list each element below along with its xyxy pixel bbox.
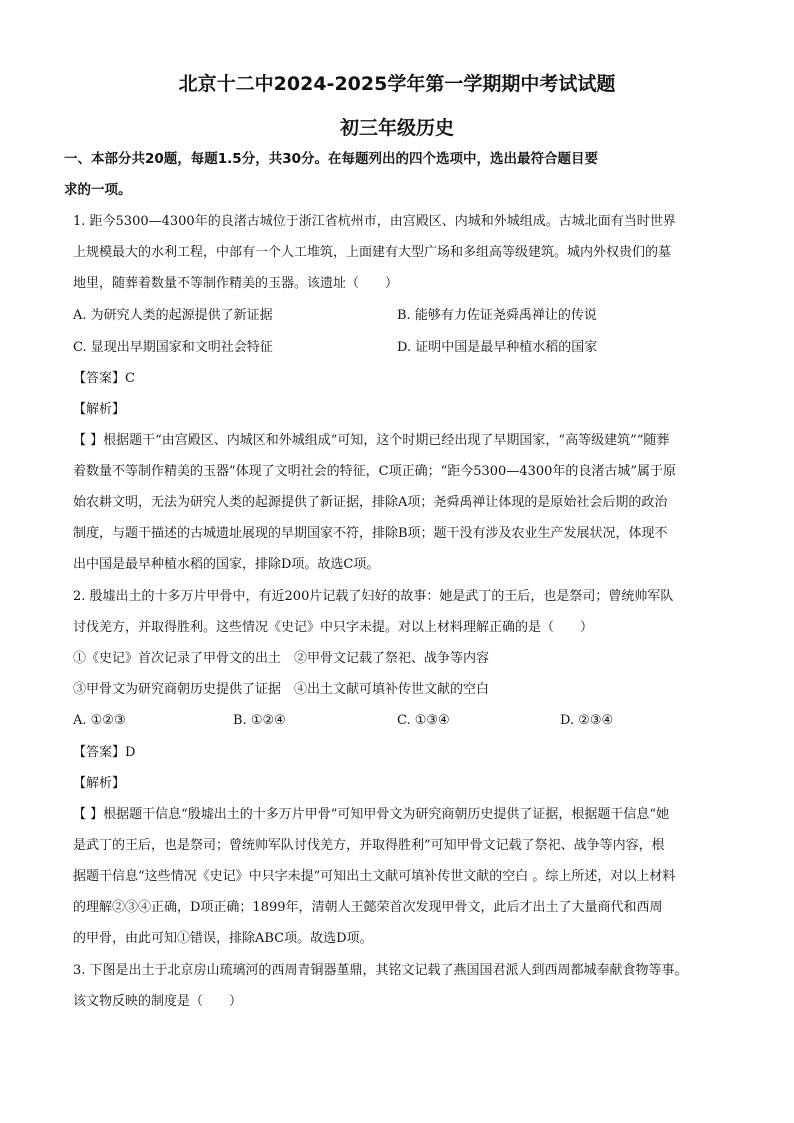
q2-statements-line2: ③甲骨文为研究商朝历史提供了证据 ④出土文献可填补传世文献的空白 [73,682,490,697]
q3-stem-line1: 3. 下图是出土于北京房山琉璃河的西周青铜器堇鼎，其铭文记载了燕国国君派人到西周都城奉献食物等事。 [73,963,688,978]
q2-option-d: D. ②③④ [560,713,614,728]
q1-analysis-line2: 着数量不等制作精美的玉器”体现了文明社会的特征，C项正确；“距今5300—4300年的良渚古城”属于原 [73,464,677,479]
q1-analysis-line4: 制度，与题干描述的古城遗址展现的早期国家不符，排除B项；题干没有涉及农业生产发展状况，体现不 [73,526,668,541]
q1-stem-line3: 地里，随葬着数量不等制作精美的玉器。该遗址（ ） [73,276,399,291]
q1-stem-line2: 上规模最大的水利工程，中部有一个人工堆筑，上面建有大型广场和多组高等级建筑。城内外权贵们的墓 [73,245,672,260]
q2-answer: 【答案】D [73,745,136,760]
q2-analysis-line3: 据题干信息“这些情况《史记》中只字未提”可知出土文献可填补传世文献的空白 。综上所述，对以上材料 [73,869,676,884]
q1-stem-line1: 1. 距今5300—4300年的良渚古城位于浙江省杭州市，由宫殿区、内城和外城组成。古城北面有当时世界 [73,214,676,229]
q1-answer: 【答案】C [73,371,135,386]
q2-option-c: C. ①③④ [397,713,450,728]
q2-analysis-line2: 是武丁的王后，也是祭司；曾统帅军队讨伐羌方，并取得胜利”可知甲骨文记载了祭祀、战争等内容，根 [73,838,665,853]
q2-stem-line1: 2. 殷墟出土的十多万片甲骨中，有近200片记载了妇好的故事：她是武丁的王后，也是祭司；曾统帅军队 [73,589,674,604]
q1-option-c: C. 显现出早期国家和文明社会特征 [73,340,273,355]
section-heading-line2: 求的一项。 [64,182,132,198]
q2-option-a: A. ①②③ [73,713,126,728]
q2-analysis-line1: 【 】根据题干信息“殷墟出土的十多万片甲骨”可知甲骨文为研究商朝历史提供了证据，根据题干信息“她 [73,807,670,822]
exam-title: 北京十二中2024-2025学年第一学期期中考试试题 [178,73,616,95]
q1-option-b: B. 能够有力佐证尧舜禹禅让的传说 [397,308,597,323]
q2-analysis-line5: 的甲骨，由此可知①错误，排除ABC项。故选D项。 [73,931,373,946]
exam-subtitle: 初三年级历史 [339,117,454,139]
q1-analysis-line3: 始农耕文明，无法为研究人类的起源提供了新证据，排除A项；尧舜禹禅让体现的是原始社会后期的政治 [73,495,668,510]
q2-statements-line1: ①《史记》首次记录了甲骨文的出土 ②甲骨文记载了祭祀、战争等内容 [73,651,490,666]
q2-analysis-label: 【解析】 [73,776,126,791]
q1-analysis-label: 【解析】 [73,402,126,417]
section-heading-line1: 一、本部分共20题，每题1.5分，共30分。在每题列出的四个选项中，选出最符合题目要 [64,151,598,167]
q1-analysis-line1: 【 】根据题干“由宫殿区、内城区和外城组成”可知，这个时期已经出现了早期国家，“高等级建筑”“随葬 [73,433,670,448]
q2-option-b: B. ①②④ [233,713,286,728]
q1-option-d: D. 证明中国是最早种植水稻的国家 [397,340,598,355]
q2-stem-line2: 讨伐羌方，并取得胜利。这些情况《史记》中只字未提。对以上材料理解正确的是（ ） [73,620,594,635]
q2-analysis-line4: 的理解②③④正确，D项正确；1899年，清朝人王懿荣首次发现甲骨文，此后才出土了大量商代和西周 [73,900,663,915]
q3-stem-line2: 该文物反映的制度是（ ） [73,994,243,1009]
q1-analysis-line5: 出中国是最早种植水稻的国家，排除D项。故选C项。 [73,557,380,572]
q1-option-a: A. 为研究人类的起源提供了新证据 [73,308,273,323]
